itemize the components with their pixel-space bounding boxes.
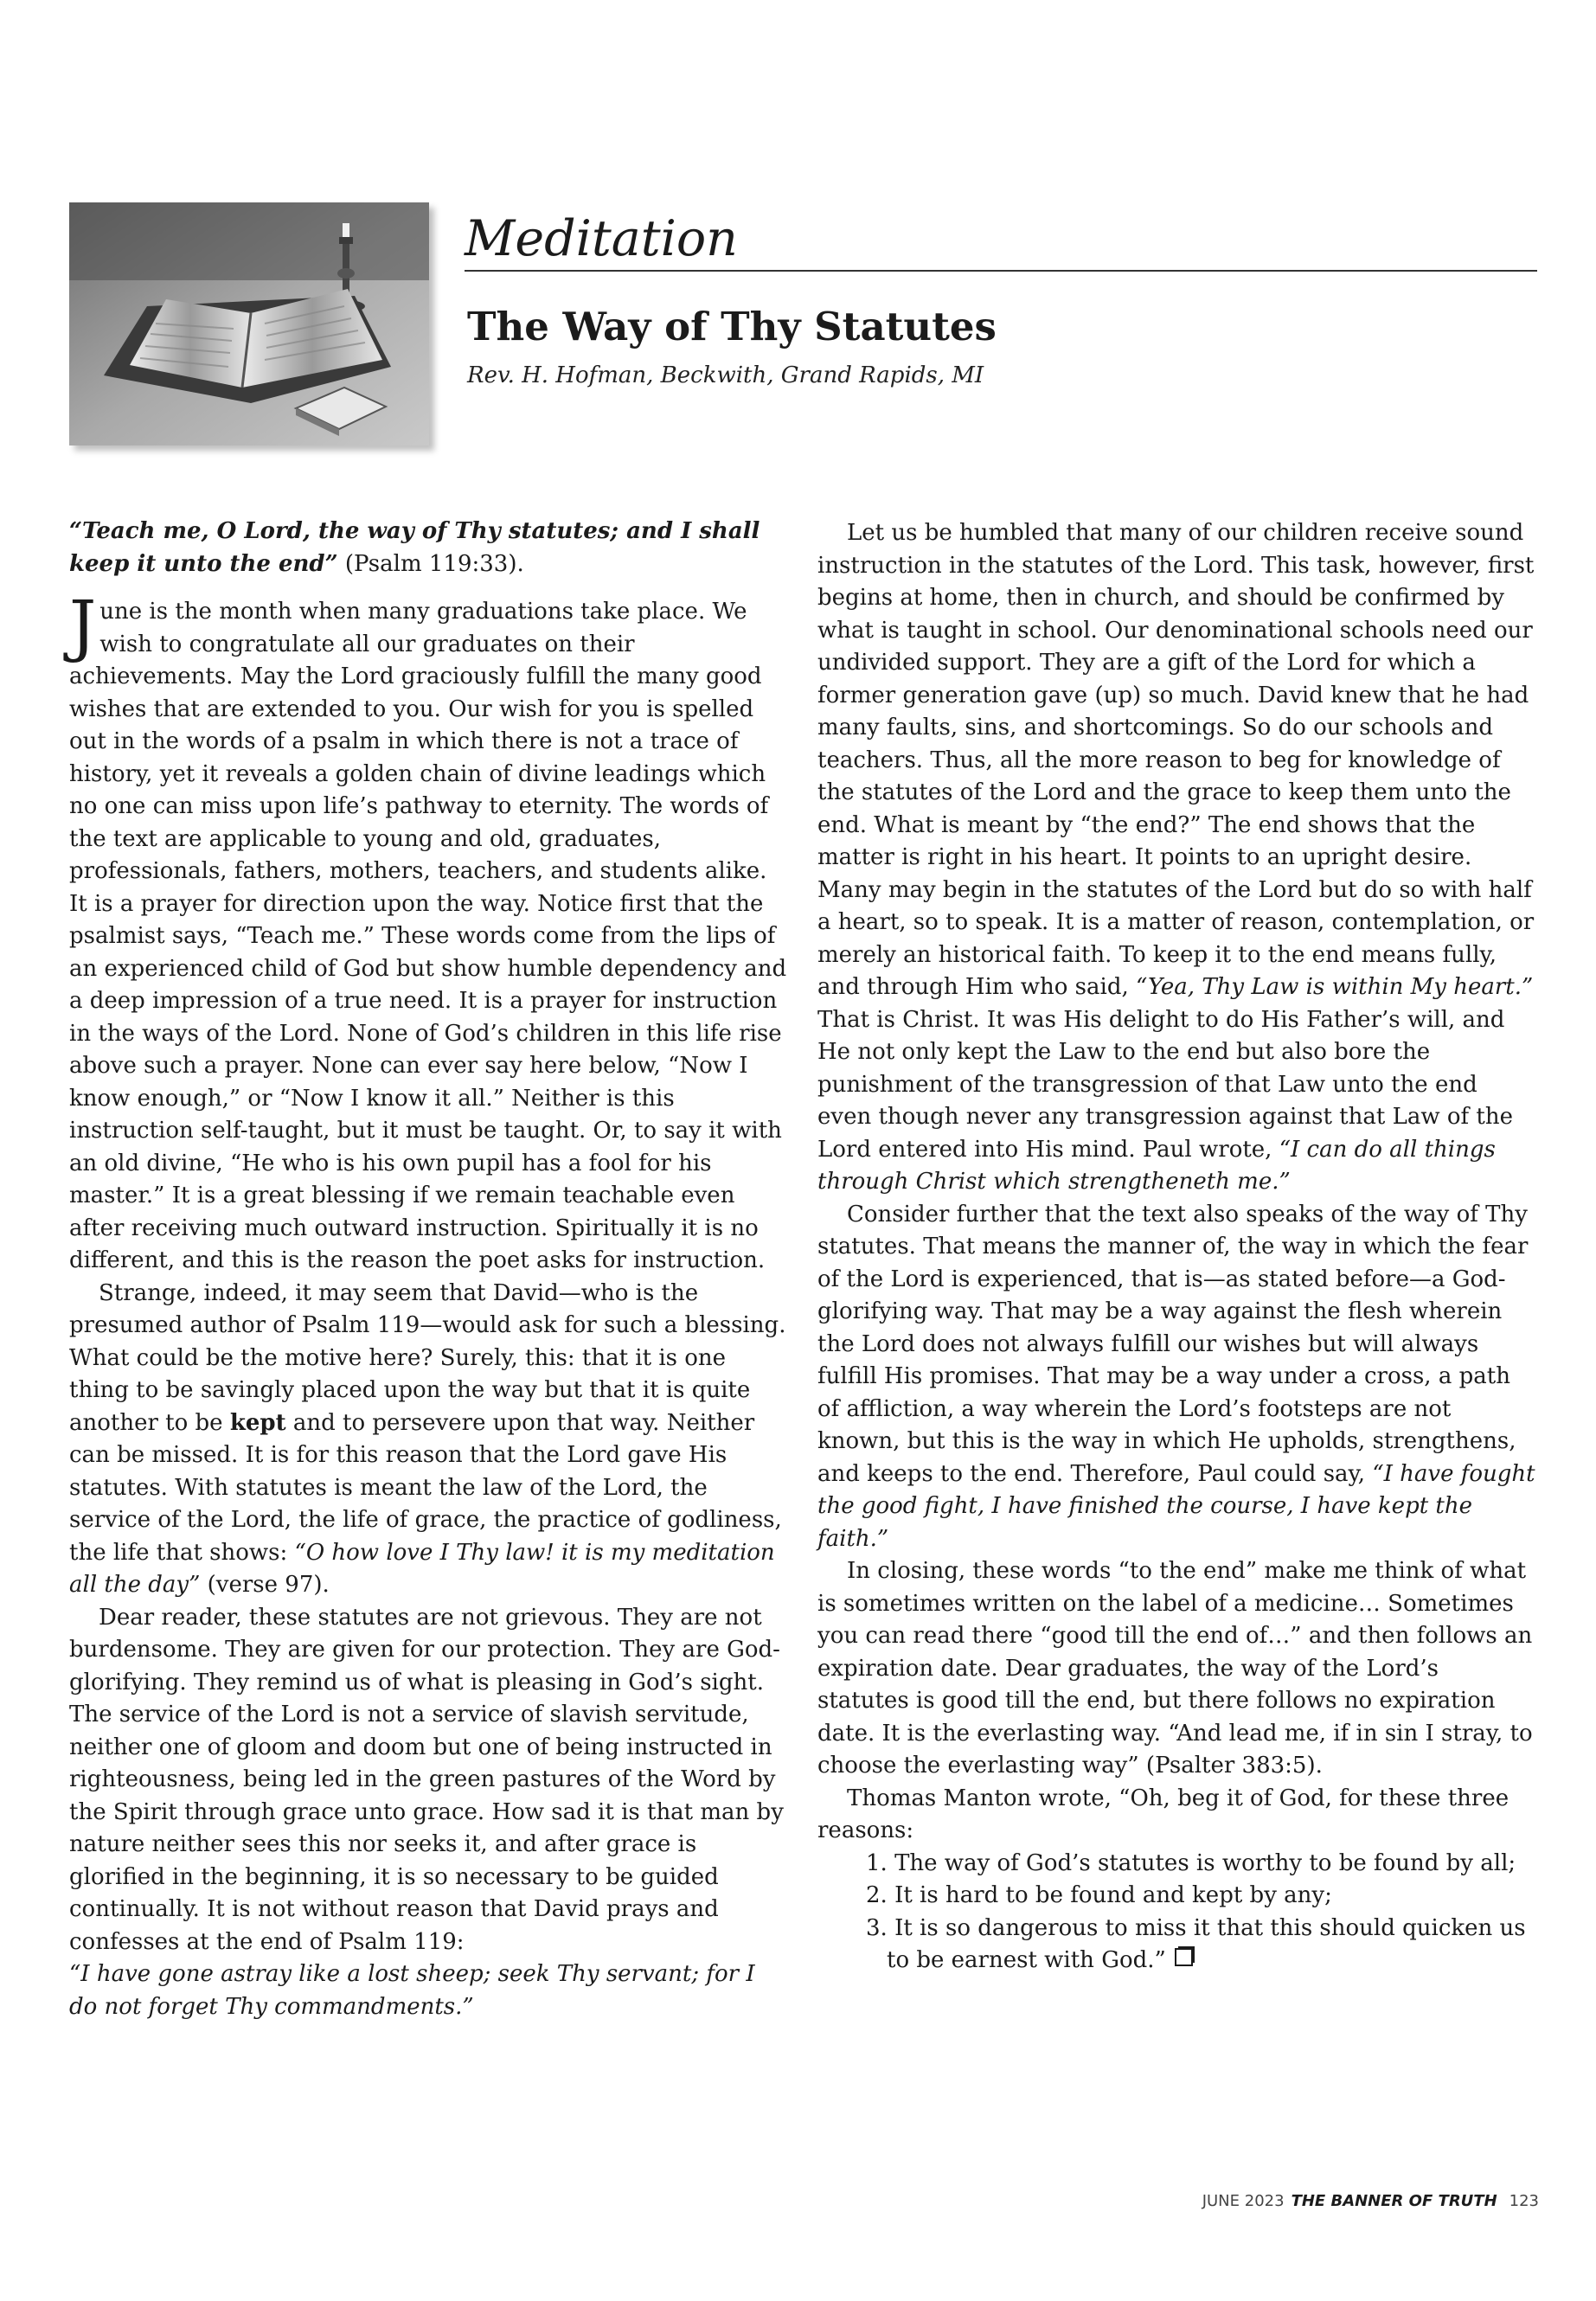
drop-cap: J	[69, 587, 97, 665]
issue-date: JUNE 2023	[1202, 2192, 1285, 2210]
scripture-quote: “I have gone astray like a lost sheep; seek Thy servant; for I do not forget Thy commandments.”	[69, 1961, 755, 2020]
section-title: Meditation	[465, 210, 738, 267]
paragraph-text: Dear reader, these statutes are not grievous. They are not burdensome. They are given for our protection. They are God-glorifying. They remind us of what is pleasing in God’s sight. The service of the Lord is not a service of slavish servitude, neither one of gloom and doom but one of being instructed in righteousness, being led in the green pastures of the Word by the Spirit through grace unto grace. How sad it is that man by nature neither sees this nor seeks it, and after grace is glorified in the beginning, it is so necessary to be guided continually. It is not without reason that David prays and confesses at the end of Psalm 119:	[69, 1604, 784, 1955]
paragraph-text: That is Christ. It was His delight to do His Father’s will, and He not only kept the Law to the end but also bore the punishment of the transgression of that Law unto the end even though never any transgression against that Law of the Lord entered into His mind. Paul wrote,	[817, 1006, 1513, 1163]
title-rule	[465, 270, 1537, 272]
reasons-list	[817, 1848, 1535, 1977]
body-paragraph: In closing, these words “to the end” make me think of what is sometimes written on the label of a medicine… Sometimes you can read there “good till the end of…” and then follows an expiration date. Dear graduates, the way of the Lord’s statutes is good till the end, but there follows no expiration date. It is the everlasting way. “And lead me, if in sin I stray, to choose the everlasting way” (Psalter 383:5).	[817, 1558, 1533, 1779]
bible-illustration-image	[69, 202, 429, 445]
open-bible-icon	[69, 202, 429, 445]
right-column	[817, 517, 1535, 1977]
body-paragraph	[69, 1278, 787, 1602]
intro-paragraph-text: une is the month when many graduations take place. We wish to congratulate all our graduates on their achievements. May the Lord graciously fulfill the many good wishes that are extended to you. Our wish for you is spelled out in the words of a psalm in which there is not a trace of history, yet it reveals a golden chain of divine leadings which no one can miss upon life’s pathway to eternity. The words of the text are applicable to young and old, graduates, professionals, fathers, mothers, teachers, and students alike. It is a prayer for direction upon the way. Notice first that the psalmist says, “Teach me.” These words come from the lips of an experienced child of God but show humble dependency and a deep impression of a true need. It is a prayer for instruction in the ways of the Lord. None of God’s children in this life rise above such a prayer. None can ever say here below, “Now I know enough,” or “Now I know it all.” Neither is this instruction self-taught, but it must be taught. Or, to say it with an old divine, “He who is his own pupil has a fool for his master.” It is a great blessing if we remain teachable even after receiving much outward instruction. Spiritually it is no different, and this is the reason the poet asks for instruction.	[69, 599, 787, 1273]
body-paragraph	[69, 1602, 787, 1959]
scripture-quote: “I have fought the good fight, I have finished the course, I have kept the faith.”	[817, 1460, 1535, 1552]
author-byline: Rev. H. Hofman, Beckwith, Grand Rapids, MI	[467, 362, 984, 388]
paragraph-text: Consider further that the text also speaks of the way of Thy statutes. That means the manner of, the way in which the fear of the Lord is experienced, that is—as stated before—a God-glorifying way. That may be a way against the flesh wherein the Lord does not always fulfill our wishes but will always fulfill His promises. That may be a way under a cross, a path of affliction, a way wherein the Lord’s footsteps are not known, but this is the way in which He upholds, strengthens, and keeps to the end. Therefore, Paul could say,	[817, 1201, 1529, 1487]
text-quote-paragraph	[69, 516, 787, 580]
scripture-quote: “Yea, Thy Law is within My heart.”	[1136, 974, 1534, 1000]
list-item: 1. The way of God’s statutes is worthy to be found by all;	[866, 1849, 1516, 1876]
body-paragraph: Thomas Manton wrote, “Oh, beg it of God, for these three reasons:	[817, 1785, 1509, 1843]
scripture-reference: (Psalm 119:33).	[337, 550, 524, 577]
paragraph-text: and to persevere upon that way. Neither can be missed. It is for this reason that the Lord gave His statutes. With statutes is meant the law of the Lord, the service of the Lord, the life of grace, the practice of godliness, the life that shows:	[69, 1409, 782, 1566]
list-item-text: 3. It is so dangerous to miss it that this should quicken us to be earnest with God.”	[866, 1914, 1526, 1973]
page-number: 123	[1509, 2192, 1539, 2210]
list-item	[866, 1913, 1535, 1977]
scripture-reference: (verse 97).	[200, 1572, 330, 1598]
list-item: 2. It is hard to be found and kept by any;	[866, 1882, 1332, 1908]
body-paragraph	[817, 517, 1535, 1199]
publication-name: THE BANNER OF TRUTH	[1291, 2192, 1497, 2210]
scripture-text: “Teach me, O Lord, the way of Thy statutes; and I shall keep it unto the end”	[69, 518, 760, 577]
end-of-article-box-icon	[1175, 1948, 1193, 1966]
paragraph-text: Strange, indeed, it may seem that David—who is the presumed author of Psalm 119—would ask for such a blessing. What could be the motive here? Surely, this: that it is one thing to be savingly placed upon the way but that it is quite another to be	[69, 1279, 786, 1436]
emphasis-kept: kept	[229, 1409, 286, 1436]
left-column	[69, 516, 787, 2023]
paragraph-text: Let us be humbled that many of our children receive sound instruction in the statutes of the Lord. This task, however, first begins at home, then in church, and should be confirmed by what is taught in school. Our denominational schools need our undivided support. They are a gift of the Lord for which a former generation gave (up) so much. David knew that he had many faults, sins, and shortcomings. So do our schools and teachers. Thus, all the more reason to beg for knowledge of the statutes of the Lord and the grace to keep them unto the end. What is meant by “the end?” The end shows that the matter is right in his heart. It points to an upright desire. Many may begin in the statutes of the Lord but do so with half a heart, so to speak. It is a matter of reason, contemplation, or merely an historical faith. To keep it to the end means fully, and through Him who said,	[817, 520, 1535, 1000]
intro-paragraph	[69, 587, 787, 1278]
scripture-quote: “I can do all things through Christ which strengtheneth me.”	[817, 1136, 1496, 1195]
body-paragraph	[817, 1199, 1535, 1556]
page-footer	[1202, 2191, 1539, 2212]
scripture-quote: “O how love I Thy law! it is my meditation all the day”	[69, 1539, 775, 1598]
article-title: The Way of Thy Statutes	[467, 304, 997, 349]
